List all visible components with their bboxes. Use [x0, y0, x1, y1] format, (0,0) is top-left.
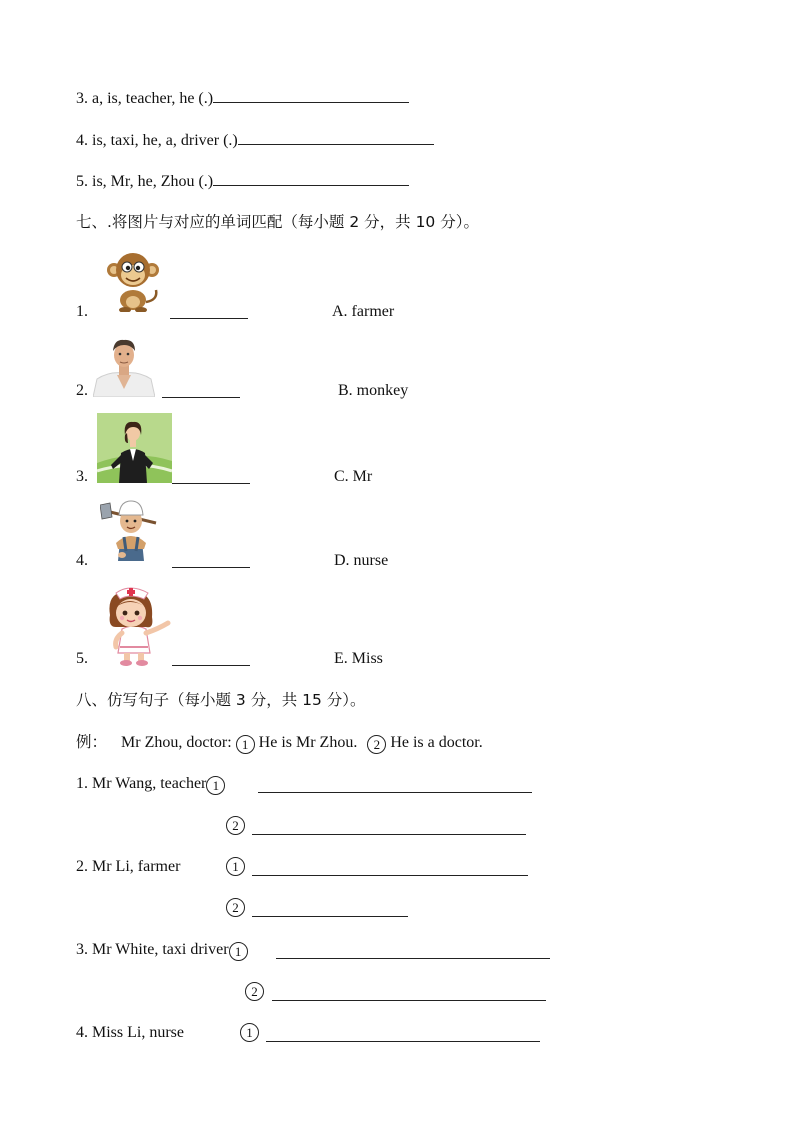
match-blank-5[interactable]: [172, 651, 250, 666]
circled-number-1: 1: [229, 942, 248, 961]
match-blank-3[interactable]: [172, 469, 250, 484]
rewrite-4-blank-1[interactable]: [266, 1027, 540, 1042]
match-option-c: C. Mr: [334, 468, 373, 485]
circled-number-2: 2: [367, 735, 386, 754]
circled-number-1: 1: [240, 1023, 259, 1042]
rewrite-1-blank-2[interactable]: [252, 820, 526, 835]
ordering-question-4: 4. is, taxi, he, a, driver (.): [76, 130, 434, 151]
ordering-question-3: 3. a, is, teacher, he (.): [76, 88, 409, 109]
rewrite-prompt: 1. Mr Wang, teacher: [76, 775, 207, 792]
match-item-2-number: 2.: [76, 382, 88, 399]
farmer-picture: [100, 493, 162, 563]
answer-blank[interactable]: [238, 130, 434, 145]
rewrite-prompt-4: 4. Miss Li, nurse: [76, 1024, 184, 1041]
rewrite-3-blank-2[interactable]: [272, 986, 546, 1001]
ordering-question-5: 5. is, Mr, he, Zhou (.): [76, 171, 409, 192]
nurse-picture: [96, 583, 174, 667]
businesswoman-picture: [97, 413, 172, 483]
match-blank-2[interactable]: [162, 383, 240, 398]
example-prompt: Mr Zhou, doctor:: [121, 734, 232, 751]
circled-number-1: 1: [236, 735, 255, 754]
match-option-a: A. farmer: [332, 303, 395, 320]
rewrite-1-blank-1[interactable]: [258, 778, 532, 793]
rewrite-2-blank-1[interactable]: [252, 861, 528, 876]
example-label: 例：: [76, 733, 108, 751]
rewrite-item-3: [76, 940, 252, 961]
circled-number-1: 1: [206, 776, 225, 795]
match-option-e: E. Miss: [334, 650, 383, 667]
match-item-3-number: 3.: [76, 468, 88, 485]
match-option-b: B. monkey: [338, 382, 409, 399]
section-8-heading: 八、仿写句子（每小题 3 分，共 15 分）。: [76, 691, 366, 709]
man-picture: [93, 335, 155, 397]
rewrite-3-blank-1[interactable]: [276, 944, 550, 959]
match-item-1-number: 1.: [76, 303, 88, 320]
rewrite-2-blank-2[interactable]: [252, 902, 408, 917]
match-item-5-number: 5.: [76, 650, 88, 667]
match-blank-1[interactable]: [170, 304, 248, 319]
answer-blank[interactable]: [213, 171, 409, 186]
rewrite-item-1: [76, 774, 229, 795]
answer-blank[interactable]: [213, 88, 409, 103]
circled-number-2: 2: [245, 982, 264, 1001]
example-line: [76, 732, 483, 754]
match-item-4-number: 4.: [76, 552, 88, 569]
monkey-picture: [104, 250, 162, 312]
section-7-heading: 七、.将图片与对应的单词匹配（每小题 2 分，共 10 分）。: [76, 213, 479, 231]
circled-number-2: 2: [226, 816, 245, 835]
match-option-d: D. nurse: [334, 552, 389, 569]
example-sentence-1: He is Mr Zhou.: [258, 734, 358, 751]
circled-number-1: 1: [226, 857, 245, 876]
match-blank-4[interactable]: [172, 553, 250, 568]
example-sentence-2: He is a doctor.: [390, 734, 483, 751]
circled-number-2: 2: [226, 898, 245, 917]
rewrite-prompt-2: 2. Mr Li, farmer: [76, 858, 181, 875]
rewrite-prompt: 3. Mr White, taxi driver: [76, 941, 229, 958]
